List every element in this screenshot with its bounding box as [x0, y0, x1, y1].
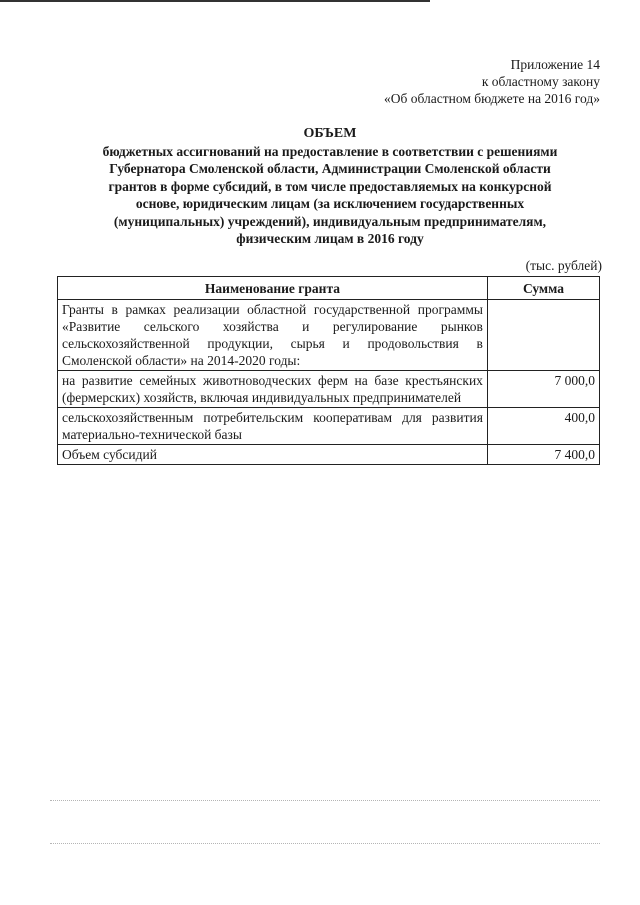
- scan-artifact-line: [50, 843, 600, 844]
- units-label: (тыс. рублей): [525, 258, 602, 273]
- document-title-line: основе, юридическим лицам (за исключением государственных: [135, 196, 525, 211]
- document-title-line: грантов в форме субсидий, в том числе предоставляемых на конкурсной: [108, 178, 552, 194]
- scan-artifact-line: [50, 800, 600, 801]
- table-row: [58, 408, 600, 445]
- grant-sum-cell: 400,0: [487, 408, 599, 445]
- scan-edge-line: [0, 0, 430, 2]
- appendix-reference: [384, 56, 600, 107]
- table-header-row: [58, 277, 600, 300]
- document-title-line: (муниципальных) учреждений), индивидуальным предпринимателям,: [113, 213, 547, 229]
- appendix-law-title: «Об областном бюджете на 2016 год»: [384, 91, 600, 106]
- grant-name-cell: на развитие семейных животноводческих ферм на базе крестьянских (фермерских) хозяйств, включая индивидуальных предпринимателей: [58, 371, 488, 408]
- grants-table: [57, 276, 600, 465]
- total-sum-cell: 7 400,0: [487, 445, 599, 465]
- header-sum: Сумма: [487, 277, 599, 300]
- grant-sum-cell: 7 000,0: [487, 371, 599, 408]
- document-title-line: Губернатора Смоленской области, Администрации Смоленской области: [109, 161, 551, 176]
- total-label-cell: Объем субсидий: [58, 445, 488, 465]
- document-title: [60, 125, 600, 248]
- appendix-number: Приложение 14: [510, 57, 600, 72]
- appendix-law: к областному закону: [481, 74, 600, 89]
- document-title-line: физическим лицам в 2016 году: [236, 231, 424, 246]
- grant-sum-cell: [487, 300, 599, 371]
- grant-name-cell: сельскохозяйственным потребительским кооперативам для развития материально-технической базы: [58, 408, 488, 445]
- table-row: [58, 371, 600, 408]
- document-title-main: ОБЪЕМ: [303, 126, 357, 141]
- header-grant-name: Наименование гранта: [58, 277, 488, 300]
- table-row: [58, 300, 600, 371]
- table-total-row: [58, 445, 600, 465]
- grant-name-cell: Гранты в рамках реализации областной государственной программы «Развитие сельского хозяйства и регулирование рынков сельскохозяйственной продукции, сырья и продовольствия в Смоленской области» на 2014-2020 годы:: [58, 300, 488, 371]
- document-title-line: бюджетных ассигнований на предоставление в соответствии с решениями: [102, 143, 558, 159]
